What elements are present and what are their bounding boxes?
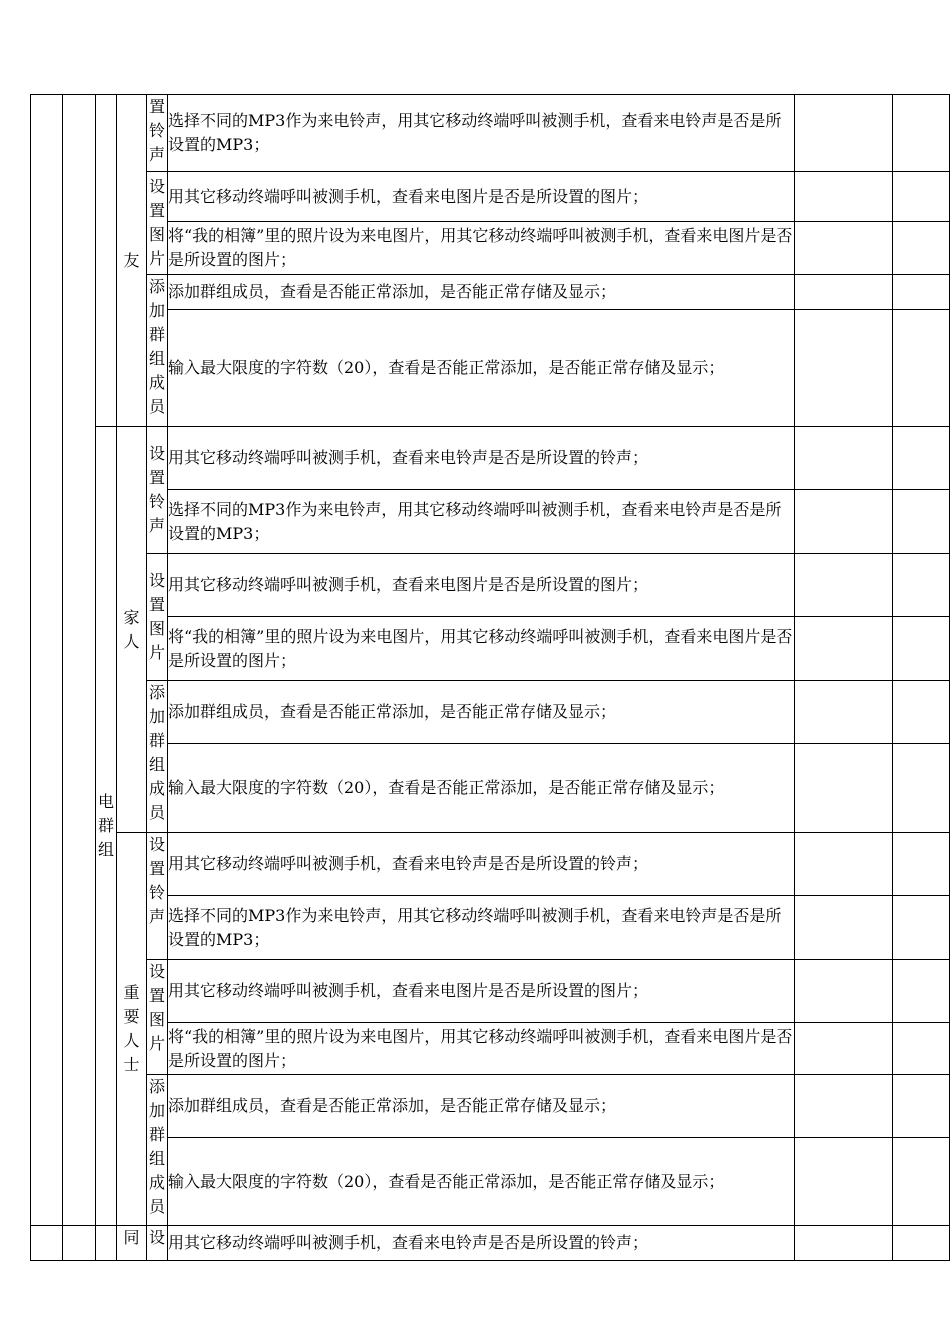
result-cell: [795, 490, 893, 554]
test-description: 添加群组成员，查看是否能正常添加，是否能正常存储及显示；: [168, 275, 795, 310]
result-cell: [795, 833, 893, 896]
result-cell: [795, 617, 893, 681]
remark-cell: [893, 1138, 950, 1226]
test-description: 用其它移动终端呼叫被测手机，查看来电图片是否是所设置的图片；: [168, 554, 795, 617]
group-label-zhongyao: 重要人士: [117, 833, 147, 1226]
sub-label-set-ring: 置铃声: [147, 95, 168, 172]
test-description: 将“我的相簿”里的照片设为来电图片，用其它移动终端呼叫被测手机，查看来电图片是否是所设置的图片；: [168, 222, 795, 275]
test-description: 用其它移动终端呼叫被测手机，查看来电图片是否是所设置的图片；: [168, 960, 795, 1023]
result-cell: [795, 310, 893, 427]
remark-cell: [893, 896, 950, 960]
table-row: [31, 744, 950, 833]
test-description: 用其它移动终端呼叫被测手机，查看来电铃声是否是所设置的铃声；: [168, 833, 795, 896]
test-description: 输入最大限度的字符数（20），查看是否能正常添加，是否能正常存储及显示；: [168, 310, 795, 427]
col-a-cell: [31, 95, 63, 1226]
table-row: [31, 222, 950, 275]
test-description: 用其它移动终端呼叫被测手机，查看来电图片是否是所设置的图片；: [168, 172, 795, 222]
table-row: [31, 960, 950, 1023]
result-cell: [795, 744, 893, 833]
result-cell: [795, 554, 893, 617]
test-description: 选择不同的MP3作为来电铃声，用其它移动终端呼叫被测手机，查看来电铃声是否是所设置的MP3；: [168, 896, 795, 960]
table-row: [31, 554, 950, 617]
col-b-cell: [63, 1226, 96, 1261]
group-label-you: 友: [117, 95, 147, 427]
group-label-dianqunzu: 电群组: [96, 427, 117, 1226]
col-a-cell: [31, 1226, 63, 1261]
test-description: 输入最大限度的字符数（20），查看是否能正常添加，是否能正常存储及显示；: [168, 1138, 795, 1226]
remark-cell: [893, 310, 950, 427]
test-description: 用其它移动终端呼叫被测手机，查看来电铃声是否是所设置的铃声；: [168, 1226, 795, 1261]
result-cell: [795, 275, 893, 310]
test-description: 用其它移动终端呼叫被测手机，查看来电铃声是否是所设置的铃声；: [168, 427, 795, 490]
table-row: [31, 95, 950, 172]
remark-cell: [893, 960, 950, 1023]
table-row: [31, 681, 950, 744]
result-cell: [795, 222, 893, 275]
group-label-jiaren: 家人: [117, 427, 147, 833]
test-description: 添加群组成员，查看是否能正常添加，是否能正常存储及显示；: [168, 1075, 795, 1138]
remark-cell: [893, 275, 950, 310]
table-row: [31, 833, 950, 896]
sub-label-add-member: 添加群组成员: [147, 275, 168, 427]
table-row: [31, 310, 950, 427]
table-row: [31, 1075, 950, 1138]
result-cell: [795, 95, 893, 172]
remark-cell: [893, 744, 950, 833]
remark-cell: [893, 833, 950, 896]
sub-label-set-ring: 设置铃声: [147, 427, 168, 554]
test-description: 输入最大限度的字符数（20），查看是否能正常添加，是否能正常存储及显示；: [168, 744, 795, 833]
remark-cell: [893, 427, 950, 490]
table-row: [31, 172, 950, 222]
table-row: [31, 1023, 950, 1075]
sub-label-add-member: 添加群组成员: [147, 1075, 168, 1226]
test-description: 选择不同的MP3作为来电铃声，用其它移动终端呼叫被测手机，查看来电铃声是否是所设置的MP3；: [168, 95, 795, 172]
result-cell: [795, 1226, 893, 1261]
col-b-cell: [63, 95, 96, 1226]
result-cell: [795, 896, 893, 960]
sub-label-set-ring: 设置铃声: [147, 833, 168, 960]
sub-label-set-pic: 设置图片: [147, 172, 168, 275]
test-description: 将“我的相簿”里的照片设为来电图片，用其它移动终端呼叫被测手机，查看来电图片是否是所设置的图片；: [168, 617, 795, 681]
test-description: 添加群组成员，查看是否能正常添加，是否能正常存储及显示；: [168, 681, 795, 744]
remark-cell: [893, 617, 950, 681]
result-cell: [795, 681, 893, 744]
result-cell: [795, 172, 893, 222]
table-row: [31, 427, 950, 490]
col-c-cell: [96, 1226, 117, 1261]
sub-label-set-pic: 设置图片: [147, 960, 168, 1075]
remark-cell: [893, 681, 950, 744]
test-description: 选择不同的MP3作为来电铃声，用其它移动终端呼叫被测手机，查看来电铃声是否是所设置的MP3；: [168, 490, 795, 554]
test-description: 将“我的相簿”里的照片设为来电图片，用其它移动终端呼叫被测手机，查看来电图片是否是所设置的图片；: [168, 1023, 795, 1075]
remark-cell: [893, 222, 950, 275]
sub-label-set-pic: 设置图片: [147, 554, 168, 681]
result-cell: [795, 1138, 893, 1226]
table-row: [31, 275, 950, 310]
table-row: [31, 1226, 950, 1261]
remark-cell: [893, 1075, 950, 1138]
col-c-cell: [96, 95, 117, 427]
sub-label-add-member: 添加群组成员: [147, 681, 168, 833]
result-cell: [795, 1075, 893, 1138]
table-row: [31, 896, 950, 960]
table-row: [31, 490, 950, 554]
remark-cell: [893, 1023, 950, 1075]
remark-cell: [893, 95, 950, 172]
remark-cell: [893, 490, 950, 554]
table-row: [31, 617, 950, 681]
remark-cell: [893, 1226, 950, 1261]
table-row: [31, 1138, 950, 1226]
result-cell: [795, 1023, 893, 1075]
sub-label-set-ring: 设: [147, 1226, 168, 1261]
group-label-tong: 同: [117, 1226, 147, 1261]
result-cell: [795, 960, 893, 1023]
remark-cell: [893, 172, 950, 222]
result-cell: [795, 427, 893, 490]
remark-cell: [893, 554, 950, 617]
test-case-table: [30, 94, 950, 1261]
